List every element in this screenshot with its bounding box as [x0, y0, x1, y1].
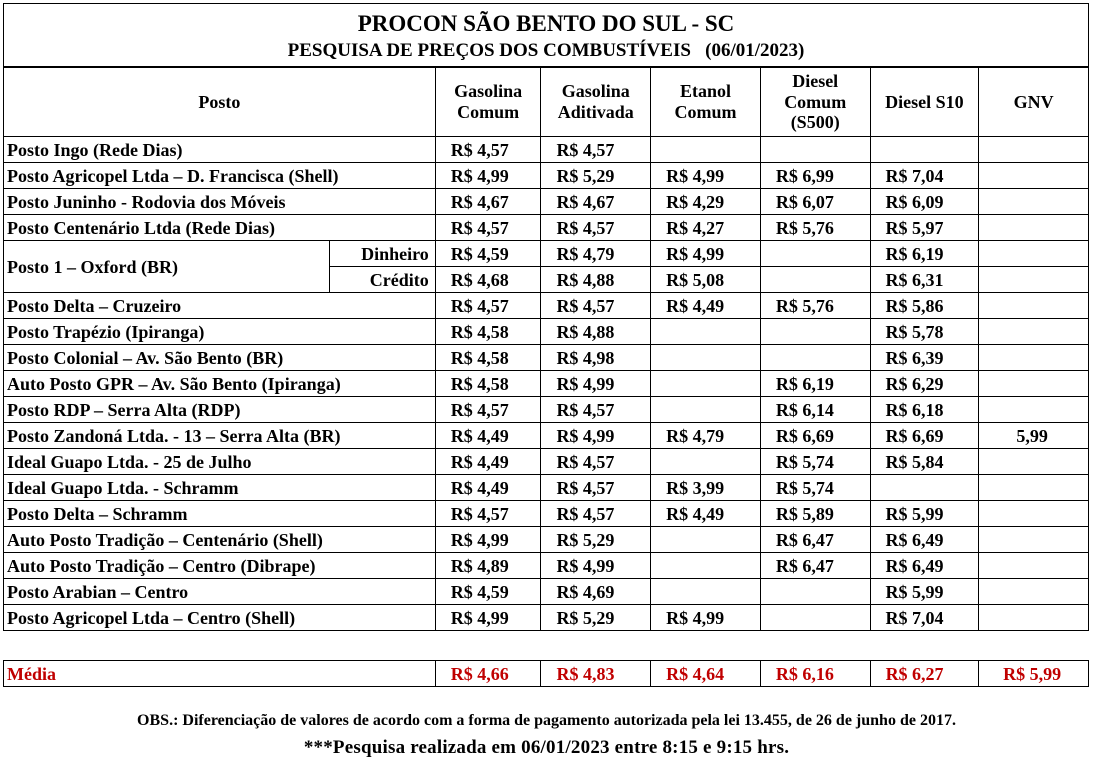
price-cell	[651, 345, 761, 371]
price-cell: R$ 5,78	[870, 319, 979, 345]
price-table	[3, 67, 1089, 631]
average-price: R$ 5,99	[979, 661, 1089, 687]
price-cell	[979, 293, 1089, 319]
table-row	[4, 423, 1089, 449]
survey-time-note: ***Pesquisa realizada em 06/01/2023 entre 8:15 e 9:15 hrs.	[303, 737, 790, 758]
price-cell	[760, 137, 870, 163]
price-cell	[760, 241, 870, 267]
posto-name-cell: Auto Posto Tradição – Centro (Dibrape)	[4, 553, 436, 579]
price-cell: R$ 6,19	[870, 241, 979, 267]
price-cell: R$ 6,29	[870, 371, 979, 397]
table-row	[4, 397, 1089, 423]
price-cell: R$ 6,47	[760, 553, 870, 579]
price-cell: R$ 4,79	[651, 423, 761, 449]
price-cell: R$ 4,69	[541, 579, 651, 605]
posto-name-cell: Ideal Guapo Ltda. - 25 de Julho	[4, 449, 436, 475]
price-cell	[870, 137, 979, 163]
price-cell	[979, 345, 1089, 371]
page-title: PROCON SÃO BENTO DO SUL - SC	[357, 11, 735, 36]
price-cell: R$ 4,99	[541, 553, 651, 579]
price-cell: R$ 6,07	[760, 189, 870, 215]
price-cell	[651, 527, 761, 553]
price-cell: R$ 5,99	[870, 579, 979, 605]
price-cell	[651, 579, 761, 605]
price-cell: R$ 4,57	[435, 215, 541, 241]
price-cell: R$ 5,29	[541, 163, 651, 189]
price-cell: R$ 4,27	[651, 215, 761, 241]
price-cell: R$ 4,59	[435, 579, 541, 605]
price-cell	[760, 605, 870, 631]
price-cell: R$ 5,84	[870, 449, 979, 475]
price-cell: R$ 6,99	[760, 163, 870, 189]
price-cell	[760, 319, 870, 345]
price-cell: R$ 4,99	[651, 241, 761, 267]
price-cell: R$ 4,49	[435, 423, 541, 449]
price-cell: R$ 4,58	[435, 345, 541, 371]
price-cell: R$ 4,99	[541, 371, 651, 397]
average-label: Média	[4, 661, 436, 687]
price-cell: R$ 7,04	[870, 163, 979, 189]
price-cell: R$ 4,57	[435, 137, 541, 163]
posto-name-cell: Ideal Guapo Ltda. - Schramm	[4, 475, 436, 501]
price-cell: R$ 4,89	[435, 553, 541, 579]
payment-type-cell: Dinheiro	[330, 241, 436, 267]
column-header-diesel-s10: Diesel S10	[870, 68, 979, 137]
price-cell	[979, 241, 1089, 267]
price-cell: R$ 4,67	[541, 189, 651, 215]
posto-name-cell: Posto Ingo (Rede Dias)	[4, 137, 436, 163]
price-cell: R$ 4,98	[541, 345, 651, 371]
price-cell: R$ 4,99	[541, 423, 651, 449]
table-row	[4, 605, 1089, 631]
posto-name-cell: Posto Colonial – Av. São Bento (BR)	[4, 345, 436, 371]
price-cell: R$ 5,29	[541, 605, 651, 631]
price-cell: 5,99	[979, 423, 1089, 449]
price-cell: R$ 4,59	[435, 241, 541, 267]
table-row	[4, 371, 1089, 397]
posto-name-cell: Posto Juninho - Rodovia dos Móveis	[4, 189, 436, 215]
column-header-gasolina-comum: Gasolina Comum	[435, 68, 541, 137]
observation-note: OBS.: Diferenciação de valores de acordo com a forma de pagamento autorizada pela lei 13.455, de 26 de junho de 2017.	[137, 712, 956, 729]
price-cell: R$ 4,57	[541, 293, 651, 319]
table-row	[4, 553, 1089, 579]
posto-name-cell: Posto Agricopel Ltda – Centro (Shell)	[4, 605, 436, 631]
price-cell	[979, 319, 1089, 345]
price-cell: R$ 5,86	[870, 293, 979, 319]
posto-name-cell: Posto Arabian – Centro	[4, 579, 436, 605]
price-cell: R$ 4,99	[651, 605, 761, 631]
average-row	[4, 661, 1089, 687]
average-table	[3, 660, 1089, 687]
average-price: R$ 4,83	[541, 661, 651, 687]
table-row	[4, 241, 1089, 267]
price-cell	[651, 371, 761, 397]
price-cell	[651, 397, 761, 423]
price-cell: R$ 4,57	[435, 293, 541, 319]
price-cell: R$ 6,47	[760, 527, 870, 553]
price-cell: R$ 6,18	[870, 397, 979, 423]
price-cell	[760, 345, 870, 371]
price-cell	[651, 319, 761, 345]
price-cell: R$ 4,88	[541, 319, 651, 345]
posto-name-cell: Posto Delta – Schramm	[4, 501, 436, 527]
table-header-row	[4, 68, 1089, 137]
price-cell	[979, 215, 1089, 241]
posto-name-cell: Posto 1 – Oxford (BR)	[4, 241, 330, 293]
payment-type-cell: Crédito	[330, 267, 436, 293]
price-cell: R$ 6,49	[870, 527, 979, 553]
price-cell	[979, 397, 1089, 423]
price-cell: R$ 4,57	[541, 137, 651, 163]
column-header-gasolina-aditivada: Gasolina Aditivada	[541, 68, 651, 137]
price-cell: R$ 4,49	[435, 475, 541, 501]
price-cell: R$ 4,57	[541, 397, 651, 423]
column-header-gnv: GNV	[979, 68, 1089, 137]
page-subtitle: PESQUISA DE PREÇOS DOS COMBUSTÍVEIS (06/01/2023)	[287, 40, 805, 61]
price-cell	[979, 189, 1089, 215]
table-row	[4, 475, 1089, 501]
price-cell	[979, 137, 1089, 163]
table-row	[4, 345, 1089, 371]
price-cell: R$ 6,09	[870, 189, 979, 215]
price-cell: R$ 4,68	[435, 267, 541, 293]
column-header-etanol-comum: Etanol Comum	[651, 68, 761, 137]
price-cell: R$ 6,69	[870, 423, 979, 449]
price-table-body	[4, 137, 1089, 631]
posto-name-cell: Posto Agricopel Ltda – D. Francisca (Shell)	[4, 163, 436, 189]
price-cell: R$ 5,76	[760, 293, 870, 319]
price-cell	[651, 449, 761, 475]
price-cell: R$ 4,99	[435, 163, 541, 189]
price-cell: R$ 4,58	[435, 319, 541, 345]
price-cell: R$ 6,49	[870, 553, 979, 579]
price-cell: R$ 4,79	[541, 241, 651, 267]
column-header-posto: Posto	[4, 68, 436, 137]
price-cell	[979, 267, 1089, 293]
price-cell: R$ 4,57	[541, 449, 651, 475]
price-cell: R$ 4,49	[435, 449, 541, 475]
price-cell: R$ 4,57	[541, 475, 651, 501]
posto-name-cell: Posto Centenário Ltda (Rede Dias)	[4, 215, 436, 241]
posto-name-cell: Posto Trapézio (Ipiranga)	[4, 319, 436, 345]
price-cell: R$ 4,67	[435, 189, 541, 215]
price-cell: R$ 6,39	[870, 345, 979, 371]
table-row	[4, 163, 1089, 189]
price-cell: R$ 4,49	[651, 293, 761, 319]
price-cell: R$ 6,14	[760, 397, 870, 423]
price-cell: R$ 5,97	[870, 215, 979, 241]
posto-name-cell: Auto Posto GPR – Av. São Bento (Ipiranga)	[4, 371, 436, 397]
price-cell: R$ 6,69	[760, 423, 870, 449]
price-cell	[979, 371, 1089, 397]
posto-name-cell: Posto Zandoná Ltda. - 13 – Serra Alta (BR)	[4, 423, 436, 449]
price-cell	[979, 579, 1089, 605]
price-cell: R$ 4,57	[435, 501, 541, 527]
price-cell: R$ 4,49	[651, 501, 761, 527]
posto-name-cell: Posto Delta – Cruzeiro	[4, 293, 436, 319]
price-cell: R$ 4,88	[541, 267, 651, 293]
table-row	[4, 579, 1089, 605]
price-cell	[651, 137, 761, 163]
price-cell	[760, 579, 870, 605]
price-cell: R$ 4,57	[435, 397, 541, 423]
price-cell	[979, 553, 1089, 579]
price-cell	[651, 553, 761, 579]
price-cell: R$ 6,19	[760, 371, 870, 397]
price-cell: R$ 4,58	[435, 371, 541, 397]
price-cell: R$ 5,29	[541, 527, 651, 553]
price-cell: R$ 5,89	[760, 501, 870, 527]
table-row	[4, 527, 1089, 553]
price-cell	[760, 267, 870, 293]
title-cell	[4, 4, 1089, 67]
table-row	[4, 319, 1089, 345]
price-cell: R$ 4,99	[651, 163, 761, 189]
average-price: R$ 6,16	[760, 661, 870, 687]
price-cell: R$ 4,57	[541, 215, 651, 241]
price-cell	[979, 475, 1089, 501]
table-row	[4, 215, 1089, 241]
price-cell: R$ 4,99	[435, 527, 541, 553]
average-price: R$ 4,64	[651, 661, 761, 687]
posto-name-cell: Posto RDP – Serra Alta (RDP)	[4, 397, 436, 423]
posto-name-cell: Auto Posto Tradição – Centenário (Shell)	[4, 527, 436, 553]
price-cell	[979, 449, 1089, 475]
price-cell: R$ 7,04	[870, 605, 979, 631]
price-cell	[979, 163, 1089, 189]
price-cell: R$ 5,08	[651, 267, 761, 293]
price-cell: R$ 4,29	[651, 189, 761, 215]
price-cell: R$ 4,57	[541, 501, 651, 527]
table-row	[4, 137, 1089, 163]
table-row	[4, 501, 1089, 527]
average-price: R$ 4,66	[435, 661, 541, 687]
table-row	[4, 189, 1089, 215]
price-cell	[979, 605, 1089, 631]
price-cell	[870, 475, 979, 501]
table-row	[4, 449, 1089, 475]
price-cell	[979, 527, 1089, 553]
price-cell: R$ 5,74	[760, 475, 870, 501]
price-cell	[979, 501, 1089, 527]
column-header-diesel-comum: Diesel Comum (S500)	[760, 68, 870, 137]
price-cell: R$ 3,99	[651, 475, 761, 501]
price-cell: R$ 5,99	[870, 501, 979, 527]
title-box	[3, 3, 1089, 67]
price-cell: R$ 6,31	[870, 267, 979, 293]
average-price: R$ 6,27	[870, 661, 979, 687]
price-cell: R$ 5,74	[760, 449, 870, 475]
price-cell: R$ 5,76	[760, 215, 870, 241]
price-cell: R$ 4,99	[435, 605, 541, 631]
table-row	[4, 293, 1089, 319]
